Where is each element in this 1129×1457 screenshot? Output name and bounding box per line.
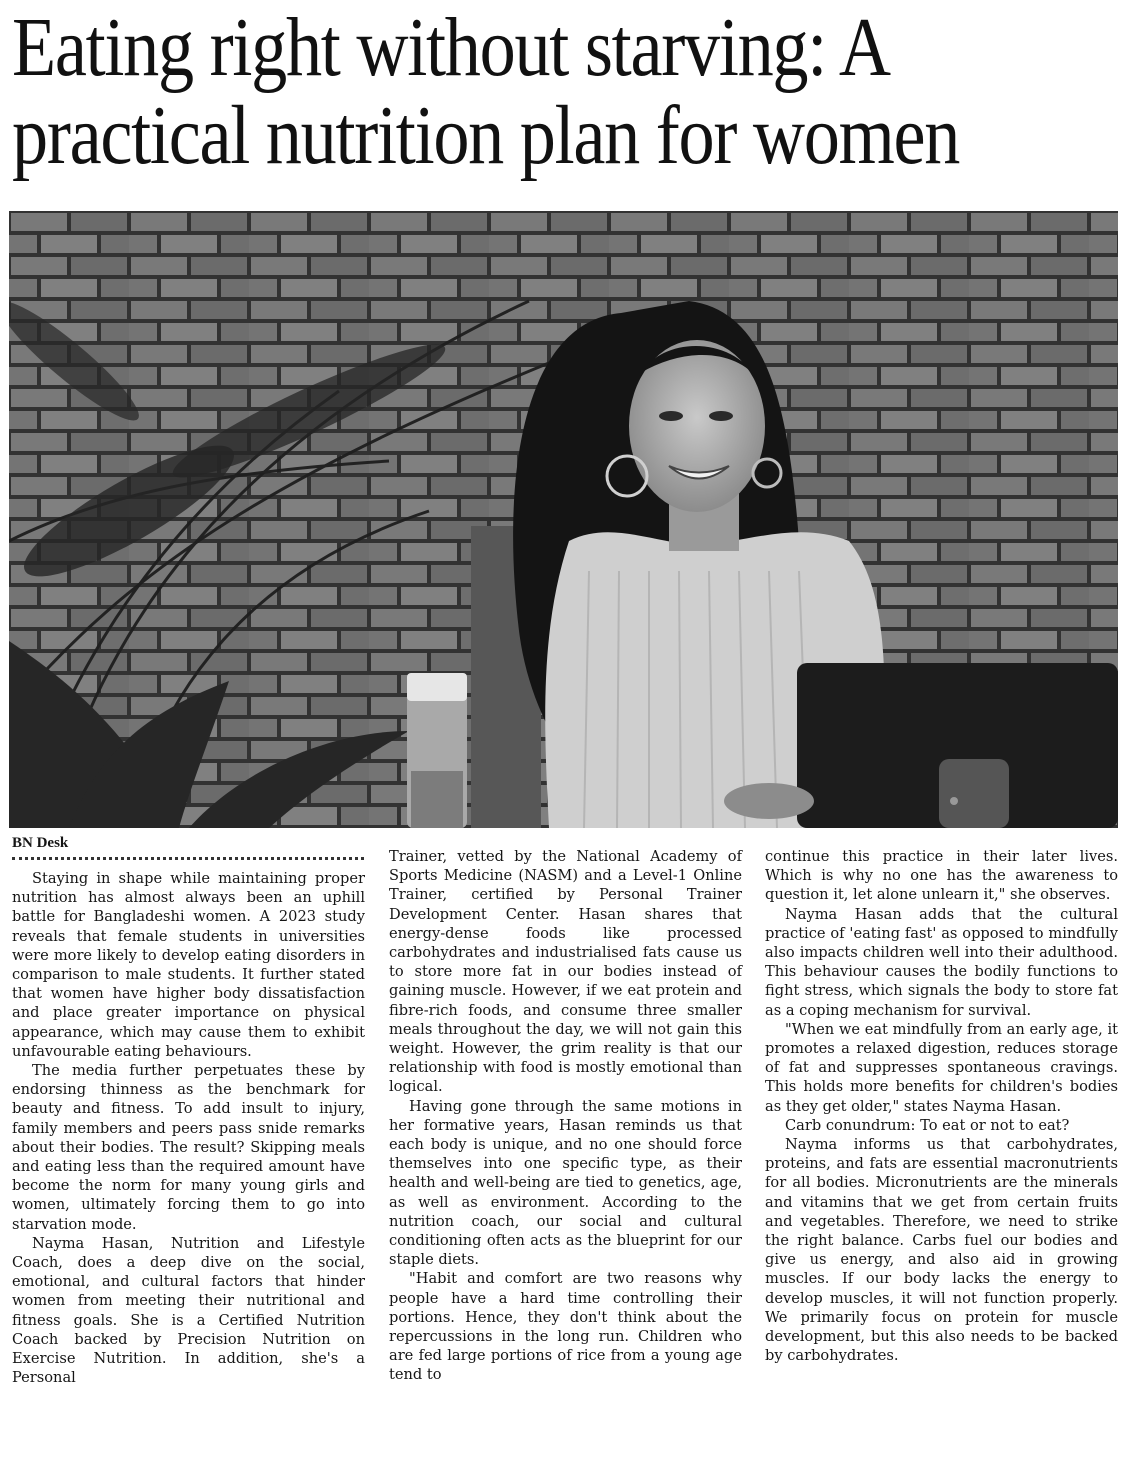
article-photo bbox=[9, 211, 1118, 828]
paragraph: "Habit and comfort are two reasons why people have a hard time controlling their portions. Hence, they don't think about the repercussions in the long run. Children who are fed large portions of rice from a young age tend to bbox=[389, 1270, 742, 1384]
paragraph: Staying in shape while maintaining proper nutrition has almost always been an uphill battle for Bangladeshi women. A 2023 study reveals that female students in universities were more likely to develop eating disorders in comparison to male students. It further stated that women have higher body dissatisfaction and place greater importance on physical appearance, which may cause them to exhibit unfavourable eating behaviours. bbox=[12, 870, 365, 1060]
paragraph: Having gone through the same motions in her formative years, Hasan reminds us that each body is unique, and no one should force themselves into one specific type, as their health and well-being are tied to genetics, age, as well as environment. According to the nutrition coach, our social and cultural conditioning often acts as the blueprint for our staple diets. bbox=[389, 1097, 742, 1269]
paragraph: "When we eat mindfully from an early age, it promotes a relaxed digestion, reduces storage of fat and suppresses spontaneous cravings. This holds more benefits for children's bodies as they get older," states Nayma Hasan. bbox=[765, 1020, 1118, 1115]
article-column-1 bbox=[12, 869, 365, 1387]
paragraph-continuation: Trainer, vetted by the National Academy of Sports Medicine (NASM) and a Level-1 Online Trainer, certified by Personal Trainer Development Center. Hasan shares that energy-dense foods like processed carbohydrates and industrialised fats cause us to store more fat in our bodies instead of gaining muscle. However, if we eat protein and fibre-rich foods, and consume three smaller meals throughout the day, we will not gain this weight. However, the grim reality is that our relationship with food is mostly emotional than logical. bbox=[389, 848, 742, 1096]
paragraph: Nayma Hasan, Nutrition and Lifestyle Coach, does a deep dive on the social, emotional, and cultural factors that hinder women from meeting their nutritional and fitness goals. She is a Certified Nutrition Coach backed by Precision Nutrition on Exercise Nutrition. In addition, she's a Personal bbox=[12, 1234, 365, 1387]
byline: BN Desk bbox=[12, 835, 364, 860]
paragraph-continuation: continue this practice in their later lives. Which is why no one has the awareness to question it, let alone unlearn it," she observes. bbox=[765, 848, 1118, 904]
headline-line-1: Eating right without starving: A bbox=[12, 1, 890, 94]
photo-woman-smiling-at-laptop-icon bbox=[9, 211, 1118, 828]
article-column-3 bbox=[765, 847, 1118, 1365]
paragraph: Nayma Hasan adds that the cultural practice of 'eating fast' as opposed to mindfully also impacts children well into their adulthood. This behaviour causes the bodily functions to fight stress, which signals the body to store fat as a coping mechanism for survival. bbox=[765, 905, 1118, 1019]
paragraph: Nayma informs us that carbohydrates, proteins, and fats are essential macronutrients for all bodies. Micronutrients are the minerals and vitamins that we get from certain fruits and vegetables. Therefore, we need to strike the right balance. Carbs fuel our bodies and give us energy, and also aid in growing muscles. If our body lacks the energy to develop muscles, it will not function properly. We primarily focus on protein for muscle development, but this also needs to be backed by carbohydrates. bbox=[765, 1136, 1118, 1365]
headline bbox=[12, 1, 967, 182]
subheading: Carb conundrum: To eat or not to eat? bbox=[785, 1116, 1070, 1134]
headline-line-2: practical nutrition plan for women bbox=[12, 89, 960, 182]
paragraph: The media further perpetuates these by endorsing thinness as the benchmark for beauty and fitness. To add insult to injury, family members and peers pass snide remarks about their bodies. The result? Skipping meals and eating less than the required amount have become the norm for many young girls and women, ultimately forcing them to go into starvation mode. bbox=[12, 1062, 365, 1233]
article-column-2 bbox=[389, 847, 742, 1385]
